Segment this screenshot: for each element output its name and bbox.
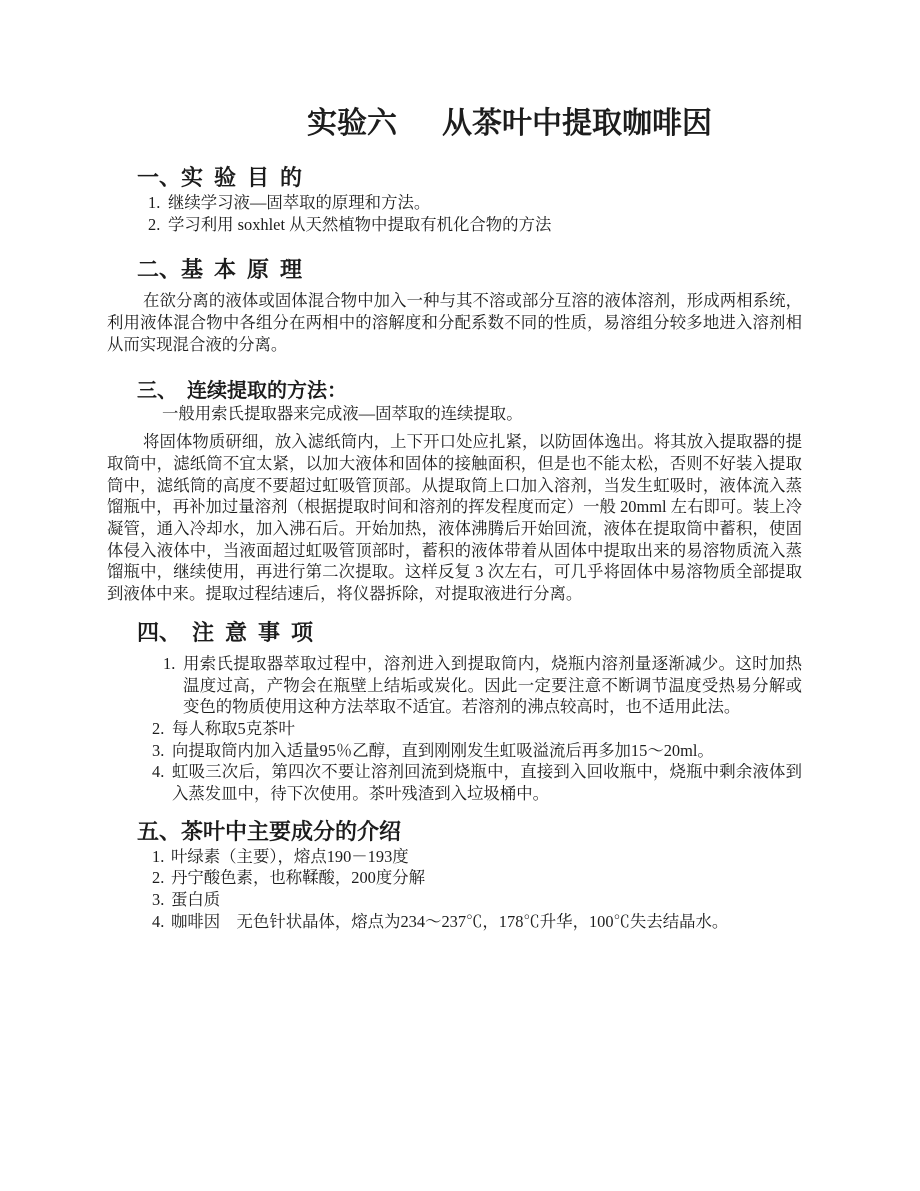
item-text: 向提取筒内加入适量95％乙醇，直到刚刚发生虹吸溢流后再多加15～20ml。: [172, 740, 714, 760]
item-text: 继续学习液—固萃取的原理和方法。: [168, 193, 431, 212]
item-text: 蛋白质: [171, 890, 221, 910]
section-3-heading: 三、 连续提取的方法：: [137, 379, 347, 402]
item-number: 4.: [152, 911, 165, 931]
item-number: 2.: [152, 868, 165, 888]
item-number: 4.: [152, 762, 165, 782]
list-item: [107, 889, 802, 911]
item-text: 虹吸三次后，第四次不要让溶剂回流到烧瓶中，直接到入回收瓶中，烧瓶中剩余液体到入蒸发皿中，待下次使用。茶叶残渣到入垃圾桶中。: [172, 762, 802, 804]
section-2-heading: 二、基 本 原 理: [137, 257, 303, 283]
item-text: 叶绿素（主要），熔点190－193度: [171, 846, 409, 866]
item-text: 咖啡因 无色针状晶体，熔点为234～237℃，178℃升华，100℃失去结晶水。: [171, 911, 729, 931]
section-4-list: [107, 653, 802, 805]
item-number: 1.: [148, 193, 161, 212]
item-number: 1.: [152, 846, 165, 866]
list-item: [107, 761, 802, 804]
item-text: 学习利用 soxhlet 从天然植物中提取有机化合物的方法: [168, 214, 552, 234]
list-item: [107, 192, 802, 214]
section-3-paragraph: 将固体物质研细，放入滤纸筒内，上下开口处应扎紧，以防固体逸出。将其放入提取器的提取筒中，滤纸筒不宜太紧，以加大液体和固体的接触面积，但是也不能太松，否则不好装入提取筒中，滤纸筒的高度不要超过虹吸管顶部。从提取筒上口加入溶剂，当发生虹吸时，液体流入蒸馏瓶中，再补加过量溶剂（根据提取时间和溶剂的挥发程度而定）一般 20mml 左右即可。装上冷凝管，通入冷却水，加入沸石后。开始加热，液体沸腾后开始回流，液体在提取筒中蓄积，使固体侵入液体中，当液面超过虹吸管顶部时，蓄积的液体带着从固体中提取出来的易溶物质流入蒸馏瓶中，继续使用，再进行第二次提取。这样反复 3 次左右，可几乎将固体中易溶物质全部提取到液体中来。提取过程结速后，将仪器拆除，对提取液进行分离。: [107, 432, 802, 604]
section-1-list: [107, 192, 802, 235]
section-5-list: [107, 846, 802, 933]
section-3-lead: 一般用索氏提取器来完成液—固萃取的连续提取。: [162, 403, 523, 423]
item-number: 2.: [152, 718, 165, 738]
list-item: [107, 718, 802, 740]
section-2-paragraph: 在欲分离的液体或固体混合物中加入一种与其不溶或部分互溶的液体溶剂，形成两相系统，利用液体混合物中各组分在两相中的溶解度和分配系数不同的性质，易溶组分较多地进入溶剂相从而实现混合液的分离。: [107, 291, 802, 354]
section-4-heading: 四、 注 意 事 项: [137, 619, 314, 645]
item-number: 3.: [152, 740, 165, 760]
item-number: 2.: [148, 214, 161, 234]
list-item: [107, 653, 802, 718]
item-number: 3.: [152, 890, 165, 910]
item-number: 1.: [163, 653, 176, 673]
item-text: 丹宁酸色素，也称鞣酸，200度分解: [171, 868, 426, 888]
list-item: [107, 911, 802, 933]
page-title: 实验六 从茶叶中提取咖啡因: [307, 107, 712, 140]
list-item: [107, 846, 802, 868]
list-item: [107, 740, 802, 762]
item-text: 用索氏提取器萃取过程中，溶剂进入到提取筒内，烧瓶内溶剂量逐渐减少。这时加热温度过高，产物会在瓶壁上结垢或炭化。因此一定要注意不断调节温度受热易分解或变色的物质使用这种方法萃取不适宜。若溶剂的沸点较高时，也不适用此法。: [183, 653, 802, 717]
item-text: 每人称取5克茶叶: [172, 718, 295, 738]
list-item: [107, 867, 802, 889]
section-5-heading: 五、茶叶中主要成分的介绍: [137, 818, 402, 844]
list-item: [107, 214, 802, 236]
section-1-heading: 一、实 验 目 的: [137, 165, 303, 190]
